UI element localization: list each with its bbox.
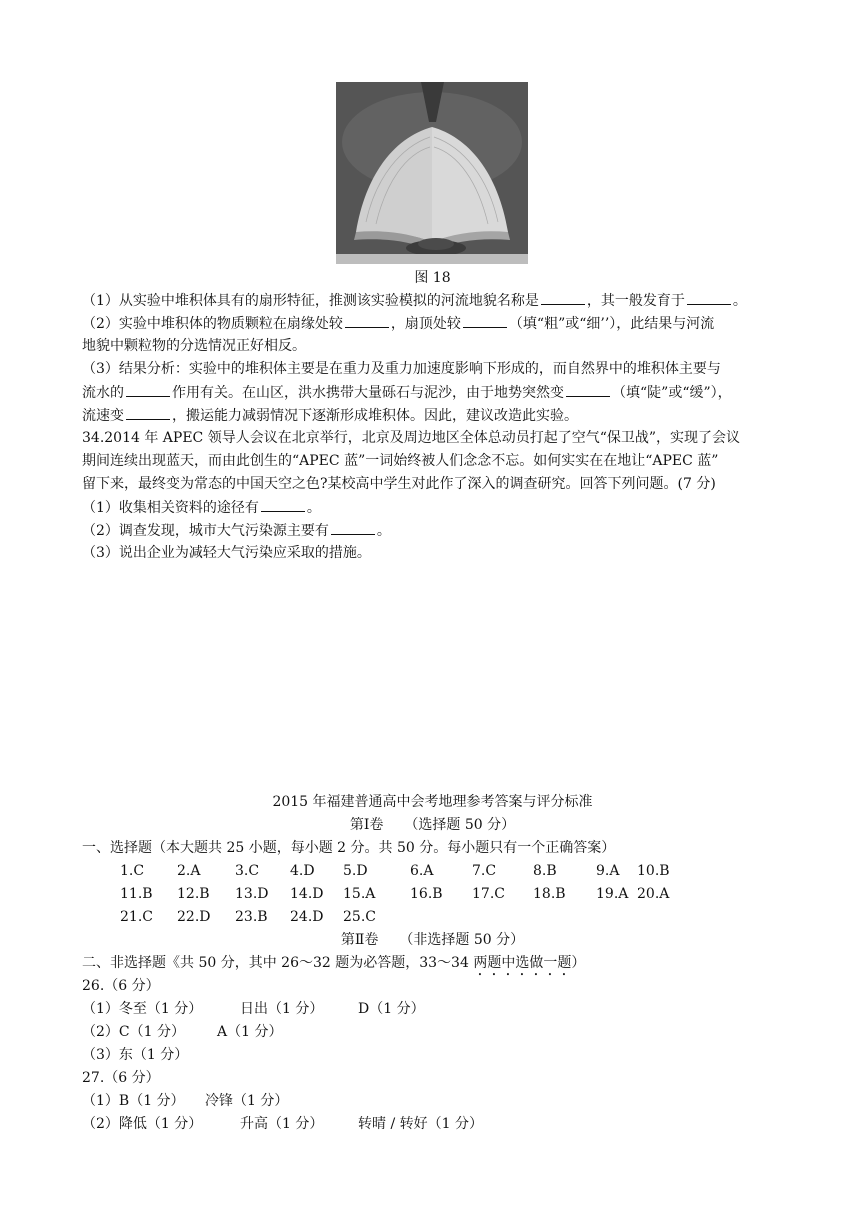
q34-part1: （1）收集相关资料的途径有 。: [82, 497, 321, 518]
q26-r1-a: （1）冬至（1 分）: [82, 1001, 203, 1017]
figure-caption: 图 18: [414, 270, 451, 286]
volume2-heading: 第Ⅱ卷 （非选择题 50 分）: [340, 932, 525, 948]
answer-blank[interactable]: [126, 382, 170, 397]
choice-answer: 15.A: [343, 886, 376, 902]
answer-key-title: 2015 年福建普通高中会考地理参考答案与评分标准: [272, 794, 593, 810]
answer-blank[interactable]: [566, 382, 610, 397]
choice-answer: 20.A: [637, 886, 670, 902]
choice-answer: 23.B: [235, 909, 268, 925]
choice-answer: 13.D: [235, 886, 269, 902]
answer-blank[interactable]: [126, 405, 170, 420]
choice-answer: 2.A: [177, 863, 201, 879]
open-book-sand-illustration: [336, 82, 528, 264]
q33-part2: （2）实验中堆积体的物质颗粒在扇缘处较 ，扇顶处较 （填“粗”或“细’’），此结果与河流: [82, 313, 714, 334]
answer-blank[interactable]: [261, 497, 305, 512]
choice-answer: 10.B: [637, 863, 670, 879]
choice-answer: 19.A: [596, 886, 629, 902]
q26-r2-b: A（1 分）: [217, 1024, 283, 1040]
q26-heading: 26.（6 分）: [82, 978, 160, 994]
choice-answer: 6.A: [410, 863, 434, 879]
choice-answer: 12.B: [177, 886, 210, 902]
section2-heading: 二、非选择题《共 50 分，其中 26～32 题为必答题，33～34 两题中选做一题）: [82, 955, 586, 971]
choice-answer: 24.D: [290, 909, 324, 925]
choice-answer: 4.D: [290, 863, 315, 879]
choice-answer: 9.A: [596, 863, 620, 879]
choice-answer: 7.C: [472, 863, 497, 879]
q34-part2: （2）调查发现，城市大气污染源主要有 。: [82, 520, 391, 541]
answer-blank[interactable]: [687, 290, 731, 305]
choice-answer: 3.C: [235, 863, 260, 879]
answer-blank[interactable]: [541, 290, 585, 305]
q33-part3-cont: 流水的 作用有关。在山区，洪水携带大量砾石与泥沙，由于地势突然变 （填“陡”或“缓”），: [82, 382, 732, 403]
q26-r2-a: （2）C（1 分）: [82, 1024, 185, 1040]
q34-intro-line3: 留下来，最终变为常态的中国天空之色?某校高中学生对此作了深入的调查研究。回答下列问题。(7 分): [82, 476, 716, 492]
choice-answer: 1.C: [120, 863, 145, 879]
q27-heading: 27.（6 分）: [82, 1070, 160, 1086]
choice-answer: 17.C: [472, 886, 505, 902]
choice-answer: 5.D: [343, 863, 368, 879]
choice-answer: 14.D: [290, 886, 324, 902]
answer-blank[interactable]: [463, 313, 507, 328]
section1-heading: 一、选择题（本大题共 25 小题，每小题 2 分。共 50 分。每小题只有一个正确答案）: [82, 840, 616, 856]
choice-answer: 16.B: [410, 886, 443, 902]
q33-part3: （3）结果分析：实验中的堆积体主要是在重力及重力加速度影响下形成的，而自然界中的堆积体主要与: [82, 361, 721, 377]
q27-r2-b: 升高（1 分）: [240, 1116, 324, 1132]
q27-r2-c: 转晴 / 转好（1 分）: [358, 1116, 483, 1132]
choice-answer: 18.B: [533, 886, 566, 902]
q26-r1-c: D（1 分）: [358, 1001, 425, 1017]
choice-answer: 25.C: [343, 909, 376, 925]
q33-part2-cont: 地貌中颗粒物的分选情况正好相反。: [82, 338, 306, 354]
q27-r1-a: （1）B（1 分）: [82, 1093, 185, 1109]
q33-part1: （1）从实验中堆积体具有的扇形特征，推测该实验模拟的河流地貌名称是 ，其一般发育于 。: [82, 290, 747, 311]
figure-18-photo: [336, 82, 528, 264]
q26-r3-a: （3）东（1 分）: [82, 1047, 189, 1063]
q33-part3-cont2: 流速变 ，搬运能力减弱情况下逐渐形成堆积体。因此，建议改造此实验。: [82, 405, 578, 426]
q34-intro-line1: 34.2014 年 APEC 领导人会议在北京举行，北京及周边地区全体总动员打起了空气“保卫战”，实现了会议: [82, 430, 741, 446]
choice-answer: 8.B: [533, 863, 557, 879]
answer-blank[interactable]: [331, 520, 375, 535]
q27-r1-b: 冷锋（1 分）: [205, 1093, 289, 1109]
choice-answer: 11.B: [120, 886, 153, 902]
q34-part3: （3）说出企业为减轻大气污染应采取的措施。: [82, 545, 371, 561]
choice-answer: 22.D: [177, 909, 211, 925]
volume1-heading: 第Ⅰ卷 （选择题 50 分）: [349, 817, 516, 833]
answer-blank[interactable]: [345, 313, 389, 328]
choice-answer: 21.C: [120, 909, 153, 925]
q26-r1-b: 日出（1 分）: [240, 1001, 324, 1017]
q27-r2-a: （2）降低（1 分）: [82, 1116, 203, 1132]
q34-intro-line2: 期间连续出现蓝天，而由此创生的“APEC 蓝”一词始终被人们念念不忘。如何实实在在地让“APEC 蓝”: [82, 453, 719, 469]
